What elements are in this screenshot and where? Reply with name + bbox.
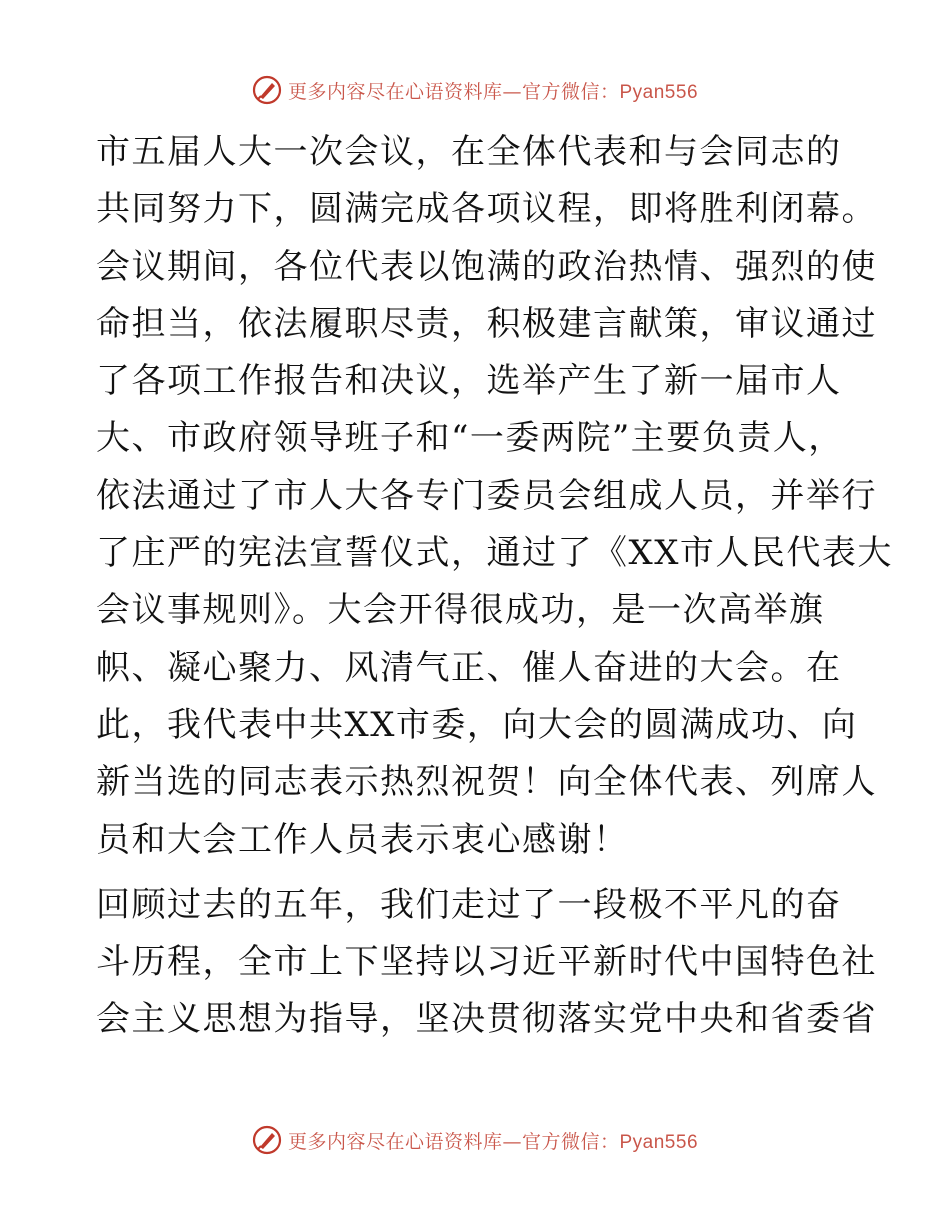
watermark-text: 更多内容尽在心语资料库—官方微信： (287, 80, 620, 103)
text-line: 命担当，依法履职尽责，积极建言献策，审议通过 (96, 303, 877, 344)
text-line: 了各项工作报告和决议，选举产生了新一届市人 (96, 361, 842, 402)
text-line: 会议事规则》。大会开得很成功，是一次高举旗 (96, 590, 825, 631)
text-line: 了庄严的宪法宣誓仪式，通过了《XX市人民代表大 (96, 533, 893, 574)
text-line: 会议期间，各位代表以饱满的政治热情、强烈的使 (96, 246, 877, 287)
footer-watermark (0, 1120, 950, 1160)
watermark-id: Pyan556 (619, 1131, 699, 1153)
text-line: 大、市政府领导班子和“一委两院”主要负责人， (96, 418, 844, 459)
watermark-id: Pyan556 (619, 81, 699, 103)
paragraph-spacer (96, 869, 866, 877)
text-line: 会主义思想为指导，坚决贯彻落实党中央和省委省 (96, 999, 877, 1040)
watermark-text: 更多内容尽在心语资料库—官方微信： (287, 1130, 620, 1153)
text-line: 市五届人大一次会议，在全体代表和与会同志的 (96, 132, 842, 172)
text-line: 此，我代表中共XX市委，向大会的圆满成功、向 (96, 704, 858, 745)
text-line: 斗历程，全市上下坚持以习近平新时代中国特色社 (96, 942, 877, 983)
text-line: 共同努力下，圆满完成各项议程，即将胜利闭幕。 (96, 189, 877, 230)
text-line: 回顾过去的五年，我们走过了一段极不平凡的奋 (96, 884, 842, 925)
text-line: 依法通过了市人大各专门委员会组成人员，并举行 (96, 475, 877, 516)
header-watermark (0, 70, 950, 110)
quill-logo-icon (252, 75, 282, 105)
text-line: 新当选的同志表示热烈祝贺！向全体代表、列席人 (96, 762, 877, 803)
text-line: 帜、凝心聚力、风清气正、催人奋进的大会。在 (96, 647, 842, 688)
paragraph-1 (96, 124, 893, 869)
quill-logo-icon (252, 1125, 282, 1155)
paragraph-2 (96, 877, 877, 1049)
document-body (96, 124, 893, 1049)
text-line: 员和大会工作人员表示衷心感谢！ (96, 819, 629, 860)
